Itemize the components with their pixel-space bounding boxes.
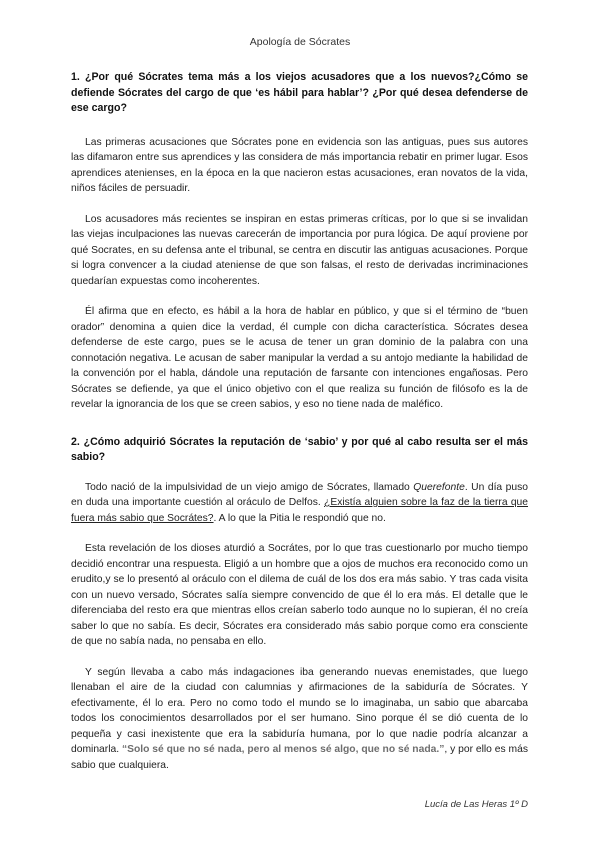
q1-paragraph-2: Los acusadores más recientes se inspiran en estas primeras críticas, por lo que si se invalidan las viejas inculpaciones las nuevas carecerán de importancia por pura lógica. De aquí proviene por qué Socrates, en su defensa ante el tribunal, se centra en discutir las antiguas acusaciones. Porque si logra convencer a la ciudad ateniense de que son falsas, el resto de derivadas incriminaciones quedarían expuestas como incoherentes. [71, 213, 528, 287]
querefonte-name: Querefonte [413, 481, 465, 493]
question-1-heading: 1. ¿Por qué Sócrates tema más a los viejos acusadores que a los nuevos?¿Cómo se defiende Sócrates del cargo de que ‘es hábil para hablar’? ¿Por qué desea defenderse de ese cargo? [71, 71, 528, 114]
document-body [71, 70, 528, 788]
q2-paragraph-2: Esta revelación de los dioses aturdió a Socrátes, por lo que tras cuestionarlo por mucho tiempo decidió encontrar una respuesta. Eligió a un hombre que a ojos de muchos era reconocido como un erudito,y se lo presentó al oráculo con el dilema de cuál de los dos era más sabio. Y tras cada visita con un nuevo versado, Sócrates salía siempre convencido de que él lo era más. El detalle que le diferenciaba del resto era que mientras ellos creían saberlo todo aunque no lo supieran, él no creía saber lo que no sabía. Es decir, Sócrates era considerado más sabio porque como era consciente de que no sabía nada, no pensaba en ello. [71, 543, 528, 647]
socrates-quote: “Solo sé que no sé nada, pero al menos sé algo, que no sé nada.” [121, 744, 445, 755]
q2-p3-text-a: Y según llevaba a cabo más indagaciones iba generando nuevas enemistades, que luego llenaban el aire de la ciudad con calumnias y afirmaciones de la sabiduría de Sócrates. Y efectivamente, él lo era. Pero no como todo el mundo se lo imaginaba, un sabio que abarcaba todos los conocimientos desarrollados por el ser humano. Sino porque él se dió cuenta de lo pequeña y casi inexistente que era la sabiduría humana, por lo que nadie podría alcanzar a dominarla. [71, 666, 528, 755]
q2-p1-text-c: . A lo que la Pitia le respondió que no. [213, 512, 386, 524]
q1-paragraph-1: Las primeras acusaciones que Sócrates pone en evidencia son las antiguas, pues sus autores las difamaron entre sus aprendices y las considera de más importancia rebatir en primer lugar. Esos aprendices atenienses, en la época en la que nacieron estas acusaciones, eran novatos de la vida, niños fáciles de persuadir. [71, 136, 528, 194]
question-2-heading: 2. ¿Cómo adquirió Sócrates la reputación de ‘sabio’ y por qué al cabo resulta ser el más sabio? [71, 435, 528, 463]
q2-p1-text-b: . Un día puso en duda una importante cuestión al oráculo de Delfos. [71, 481, 528, 508]
q2-p1-text-a: Todo nació de la impulsividad de un viejo amigo de Sócrates, llamado [85, 481, 414, 493]
q2-paragraph-3 [71, 665, 528, 774]
q2-paragraph-1 [71, 480, 528, 527]
q1-paragraph-3: Él afirma que en efecto, es hábil a la hora de hablar en público, y que si el término de “buen orador” denomina a quien dice la verdad, él cumple con dicha característica. Sócrates desea defenderse de este cargo, pues se le acusa de tener un gran dominio de la palabra con una connotación negativa. Le acusan de saber manipular la verdad a su antojo mediante la habilidad de la convención por el habla, dándole una reputación de farsante con intenciones engañosas. Pero Sócrates se defiende, ya que el único objetivo con el que realiza su función de filósofo es la de revelar la ignorancia de los que se creen sabios, y eso no tiene nada de maléfico. [71, 306, 528, 410]
q2-p3-text-b: , y por ello es más sabio que cualquiera. [71, 744, 528, 771]
oracle-question: ¿Existía alguien sobre la faz de la tierra que fuera más sabio que Socrátes? [71, 497, 528, 524]
page-header: Apología de Sócrates [249, 36, 351, 48]
author-footer: Lucía de Las Heras 1º D [424, 799, 528, 810]
